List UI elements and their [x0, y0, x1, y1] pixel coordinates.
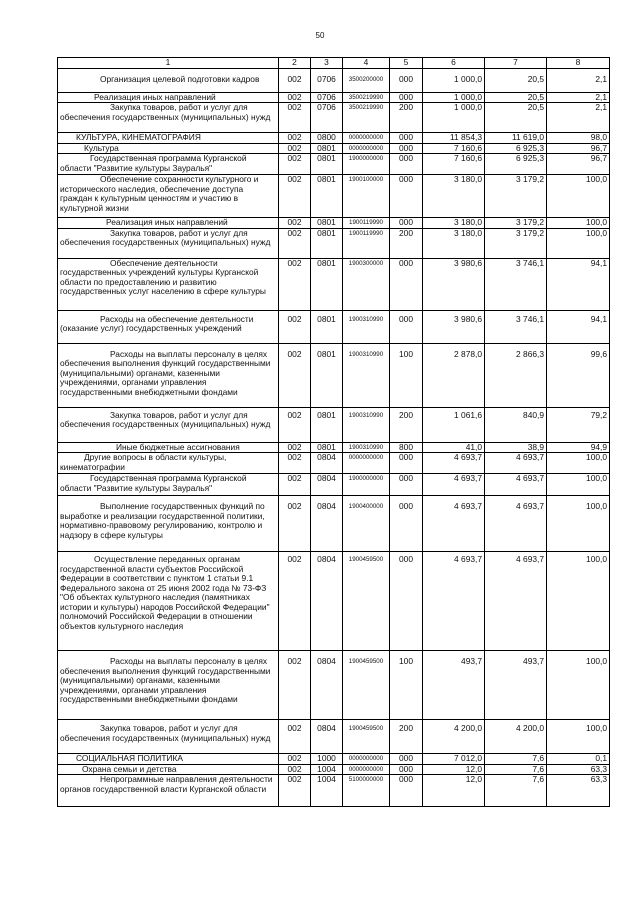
- row-name-cell: Расходы на выплаты персоналу в целях обеспечения выполнения функций государственными (муниципальными) органами, казенными учреждениями, органами управления государственными внебюджетными фондами: [58, 343, 279, 407]
- admin-code-cell: 002: [279, 103, 311, 133]
- plan-amount-cell: 4 693,7: [423, 552, 485, 651]
- table-row: [58, 92, 610, 103]
- row-name-cell: Государственная программа Курганской области "Развитие культуры Зауралья": [58, 154, 279, 175]
- target-article-cell: 1900100000: [343, 175, 390, 218]
- row-name-cell: Закупка товаров, работ и услуг для обеспечения государственных (муниципальных) нужд: [58, 228, 279, 258]
- admin-code-cell: 002: [279, 154, 311, 175]
- section-code-cell: 1004: [311, 775, 343, 807]
- target-article-cell: 1900459500: [343, 651, 390, 720]
- expense-type-cell: 000: [390, 310, 423, 343]
- plan-amount-cell: 1 000,0: [423, 68, 485, 92]
- table-row: [58, 343, 610, 407]
- table-row: [58, 552, 610, 651]
- budget-table: [57, 57, 610, 807]
- plan-amount-cell: 4 693,7: [423, 496, 485, 552]
- percent-cell: 2,1: [547, 103, 610, 133]
- section-code-cell: 0804: [311, 453, 343, 474]
- page-number: 50: [315, 31, 325, 40]
- row-name-cell: Расходы на обеспечение деятельности (оказание услуг) государственных учреждений: [58, 310, 279, 343]
- row-name-cell: Закупка товаров, работ и услуг для обеспечения государственных (муниципальных) нужд: [58, 103, 279, 133]
- admin-code-cell: 002: [279, 407, 311, 442]
- row-name-cell: Обеспечение деятельности государственных учреждений культуры Курганской области по предоставлению и развитию государственных услуг населению в сфере культуры: [58, 258, 279, 310]
- target-article-cell: 1900000000: [343, 474, 390, 496]
- percent-cell: 100,0: [547, 218, 610, 229]
- admin-code-cell: 002: [279, 474, 311, 496]
- section-code-cell: 0801: [311, 228, 343, 258]
- admin-code-cell: 002: [279, 720, 311, 754]
- target-article-cell: 1900310990: [343, 442, 390, 453]
- plan-amount-cell: 3 180,0: [423, 228, 485, 258]
- plan-amount-cell: 493,7: [423, 651, 485, 720]
- plan-amount-cell: 3 980,6: [423, 258, 485, 310]
- percent-cell: 2,1: [547, 92, 610, 103]
- target-article-cell: 1900300000: [343, 258, 390, 310]
- target-article-cell: 1900459500: [343, 552, 390, 651]
- section-code-cell: 0801: [311, 143, 343, 154]
- percent-cell: 94,1: [547, 258, 610, 310]
- admin-code-cell: 002: [279, 133, 311, 144]
- expense-type-cell: 200: [390, 228, 423, 258]
- admin-code-cell: 002: [279, 310, 311, 343]
- fact-amount-cell: 4 693,7: [485, 453, 547, 474]
- fact-amount-cell: 20,5: [485, 92, 547, 103]
- header-cell: 1: [58, 58, 279, 69]
- percent-cell: 100,0: [547, 496, 610, 552]
- row-name-cell: Осуществление переданных органам государственной власти субъектов Российской Федерации в соответствии с пунктом 1 статьи 9.1 Федерального закона от 25 июня 2002 года № 73-ФЗ "Об объектах культурного наследия (памятниках истории и культуры) народов Российской Федерации" полномочий Российской Федерации в отношении объектов культурного наследия: [58, 552, 279, 651]
- fact-amount-cell: 840,9: [485, 407, 547, 442]
- target-article-cell: 3500219990: [343, 103, 390, 133]
- admin-code-cell: 002: [279, 764, 311, 775]
- expense-type-cell: 200: [390, 720, 423, 754]
- section-code-cell: 0804: [311, 474, 343, 496]
- expense-type-cell: 000: [390, 453, 423, 474]
- section-code-cell: 0706: [311, 92, 343, 103]
- row-name-cell: КУЛЬТУРА, КИНЕМАТОГРАФИЯ: [58, 133, 279, 144]
- percent-cell: 94,9: [547, 442, 610, 453]
- plan-amount-cell: 2 878,0: [423, 343, 485, 407]
- admin-code-cell: 002: [279, 258, 311, 310]
- target-article-cell: 0000000000: [343, 133, 390, 144]
- fact-amount-cell: 3 179,2: [485, 218, 547, 229]
- plan-amount-cell: 7 160,6: [423, 154, 485, 175]
- fact-amount-cell: 38,9: [485, 442, 547, 453]
- admin-code-cell: 002: [279, 775, 311, 807]
- table-row: [58, 453, 610, 474]
- table-row: [58, 651, 610, 720]
- table-row: [58, 474, 610, 496]
- percent-cell: 2,1: [547, 68, 610, 92]
- row-name-cell: Выполнение государственных функций по выработке и реализации государственной политики, нормативно-правовому регулированию, контролю и надзору в сфере культуры: [58, 496, 279, 552]
- table-row: [58, 754, 610, 765]
- plan-amount-cell: 7 012,0: [423, 754, 485, 765]
- table-row: [58, 133, 610, 144]
- admin-code-cell: 002: [279, 442, 311, 453]
- percent-cell: 100,0: [547, 474, 610, 496]
- section-code-cell: 0801: [311, 407, 343, 442]
- percent-cell: 100,0: [547, 720, 610, 754]
- plan-amount-cell: 1 000,0: [423, 92, 485, 103]
- table-row: [58, 258, 610, 310]
- plan-amount-cell: 41,0: [423, 442, 485, 453]
- section-code-cell: 1004: [311, 764, 343, 775]
- expense-type-cell: 000: [390, 552, 423, 651]
- section-code-cell: 0801: [311, 258, 343, 310]
- header-cell: 6: [423, 58, 485, 69]
- expense-type-cell: 000: [390, 775, 423, 807]
- section-code-cell: 0801: [311, 154, 343, 175]
- section-code-cell: 0801: [311, 442, 343, 453]
- plan-amount-cell: 3 980,6: [423, 310, 485, 343]
- row-name-cell: Иные бюджетные ассигнования: [58, 442, 279, 453]
- section-code-cell: 0804: [311, 552, 343, 651]
- table-row: [58, 143, 610, 154]
- fact-amount-cell: 493,7: [485, 651, 547, 720]
- percent-cell: 100,0: [547, 453, 610, 474]
- table-row: [58, 154, 610, 175]
- expense-type-cell: 000: [390, 218, 423, 229]
- fact-amount-cell: 4 693,7: [485, 552, 547, 651]
- expense-type-cell: 000: [390, 764, 423, 775]
- admin-code-cell: 002: [279, 143, 311, 154]
- expense-type-cell: 000: [390, 143, 423, 154]
- header-cell: 8: [547, 58, 610, 69]
- row-name-cell: Закупка товаров, работ и услуг для обеспечения государственных (муниципальных) нужд: [58, 407, 279, 442]
- expense-type-cell: 000: [390, 68, 423, 92]
- plan-amount-cell: 4 693,7: [423, 474, 485, 496]
- admin-code-cell: 002: [279, 68, 311, 92]
- percent-cell: 100,0: [547, 651, 610, 720]
- expense-type-cell: 000: [390, 754, 423, 765]
- section-code-cell: 0804: [311, 651, 343, 720]
- row-name-cell: СОЦИАЛЬНАЯ ПОЛИТИКА: [58, 754, 279, 765]
- percent-cell: 100,0: [547, 552, 610, 651]
- table-row: [58, 764, 610, 775]
- percent-cell: 79,2: [547, 407, 610, 442]
- expense-type-cell: 000: [390, 175, 423, 218]
- percent-cell: 99,6: [547, 343, 610, 407]
- table-row: [58, 228, 610, 258]
- plan-amount-cell: 3 180,0: [423, 218, 485, 229]
- fact-amount-cell: 4 693,7: [485, 496, 547, 552]
- row-name-cell: Закупка товаров, работ и услуг для обеспечения государственных (муниципальных) нужд: [58, 720, 279, 754]
- table-row: [58, 68, 610, 92]
- target-article-cell: 0000000000: [343, 143, 390, 154]
- table-row: [58, 720, 610, 754]
- admin-code-cell: 002: [279, 552, 311, 651]
- plan-amount-cell: 12,0: [423, 764, 485, 775]
- target-article-cell: 1900119990: [343, 218, 390, 229]
- percent-cell: 98,0: [547, 133, 610, 144]
- percent-cell: 96,7: [547, 154, 610, 175]
- percent-cell: 94,1: [547, 310, 610, 343]
- admin-code-cell: 002: [279, 228, 311, 258]
- fact-amount-cell: 7,6: [485, 764, 547, 775]
- table-row: [58, 218, 610, 229]
- target-article-cell: 1900459500: [343, 720, 390, 754]
- percent-cell: 100,0: [547, 228, 610, 258]
- target-article-cell: 1900310990: [343, 343, 390, 407]
- admin-code-cell: 002: [279, 218, 311, 229]
- fact-amount-cell: 20,5: [485, 68, 547, 92]
- fact-amount-cell: 4 200,0: [485, 720, 547, 754]
- expense-type-cell: 000: [390, 258, 423, 310]
- fact-amount-cell: 11 619,0: [485, 133, 547, 144]
- plan-amount-cell: 1 000,0: [423, 103, 485, 133]
- row-name-cell: Непрограммные направления деятельности органов государственной власти Курганской области: [58, 775, 279, 807]
- expense-type-cell: 100: [390, 343, 423, 407]
- plan-amount-cell: 11 854,3: [423, 133, 485, 144]
- section-code-cell: 0804: [311, 496, 343, 552]
- target-article-cell: 1900000000: [343, 154, 390, 175]
- table-row: [58, 407, 610, 442]
- target-article-cell: 1900310990: [343, 407, 390, 442]
- fact-amount-cell: 3 746,1: [485, 310, 547, 343]
- fact-amount-cell: 7,6: [485, 775, 547, 807]
- section-code-cell: 1000: [311, 754, 343, 765]
- expense-type-cell: 800: [390, 442, 423, 453]
- fact-amount-cell: 3 746,1: [485, 258, 547, 310]
- table-row: [58, 310, 610, 343]
- row-name-cell: Обеспечение сохранности культурного и исторического наследия, обеспечение доступа граждан к культурным ценностям и участию в культурной жизни: [58, 175, 279, 218]
- target-article-cell: 0000000000: [343, 764, 390, 775]
- fact-amount-cell: 3 179,2: [485, 228, 547, 258]
- admin-code-cell: 002: [279, 343, 311, 407]
- section-code-cell: 0801: [311, 175, 343, 218]
- section-code-cell: 0801: [311, 343, 343, 407]
- table-row: [58, 442, 610, 453]
- header-cell: 7: [485, 58, 547, 69]
- plan-amount-cell: 3 180,0: [423, 175, 485, 218]
- expense-type-cell: 000: [390, 474, 423, 496]
- row-name-cell: Культура: [58, 143, 279, 154]
- row-name-cell: Государственная программа Курганской области "Развитие культуры Зауралья": [58, 474, 279, 496]
- fact-amount-cell: 6 925,3: [485, 143, 547, 154]
- section-code-cell: 0706: [311, 103, 343, 133]
- table-row: [58, 496, 610, 552]
- fact-amount-cell: 4 693,7: [485, 474, 547, 496]
- plan-amount-cell: 4 200,0: [423, 720, 485, 754]
- header-cell: 3: [311, 58, 343, 69]
- percent-cell: 96,7: [547, 143, 610, 154]
- expense-type-cell: 100: [390, 651, 423, 720]
- target-article-cell: 1900310990: [343, 310, 390, 343]
- row-name-cell: Реализация иных направлений: [58, 218, 279, 229]
- admin-code-cell: 002: [279, 651, 311, 720]
- row-name-cell: Другие вопросы в области культуры, кинематографии: [58, 453, 279, 474]
- admin-code-cell: 002: [279, 92, 311, 103]
- header-cell: 2: [279, 58, 311, 69]
- percent-cell: 0,1: [547, 754, 610, 765]
- table-header-row: [58, 58, 610, 69]
- target-article-cell: 1900119990: [343, 228, 390, 258]
- target-article-cell: 1900400000: [343, 496, 390, 552]
- section-code-cell: 0800: [311, 133, 343, 144]
- admin-code-cell: 002: [279, 496, 311, 552]
- section-code-cell: 0801: [311, 218, 343, 229]
- percent-cell: 63,3: [547, 775, 610, 807]
- fact-amount-cell: 3 179,2: [485, 175, 547, 218]
- table-row: [58, 775, 610, 807]
- table-row: [58, 103, 610, 133]
- admin-code-cell: 002: [279, 754, 311, 765]
- target-article-cell: 0000000000: [343, 754, 390, 765]
- admin-code-cell: 002: [279, 175, 311, 218]
- target-article-cell: 0000000000: [343, 453, 390, 474]
- section-code-cell: 0804: [311, 720, 343, 754]
- plan-amount-cell: 1 061,6: [423, 407, 485, 442]
- header-cell: 4: [343, 58, 390, 69]
- admin-code-cell: 002: [279, 453, 311, 474]
- expense-type-cell: 200: [390, 103, 423, 133]
- section-code-cell: 0801: [311, 310, 343, 343]
- table-row: [58, 175, 610, 218]
- row-name-cell: Охрана семьи и детства: [58, 764, 279, 775]
- percent-cell: 63,3: [547, 764, 610, 775]
- row-name-cell: Реализация иных направлений: [58, 92, 279, 103]
- expense-type-cell: 200: [390, 407, 423, 442]
- row-name-cell: Организация целевой подготовки кадров: [58, 68, 279, 92]
- fact-amount-cell: 7,6: [485, 754, 547, 765]
- percent-cell: 100,0: [547, 175, 610, 218]
- expense-type-cell: 000: [390, 92, 423, 103]
- target-article-cell: 3500200000: [343, 68, 390, 92]
- target-article-cell: 3500219990: [343, 92, 390, 103]
- row-name-cell: Расходы на выплаты персоналу в целях обеспечения выполнения функций государственными (муниципальными) органами, казенными учреждениями, органами управления государственными внебюджетными фондами: [58, 651, 279, 720]
- plan-amount-cell: 12,0: [423, 775, 485, 807]
- plan-amount-cell: 4 693,7: [423, 453, 485, 474]
- header-cell: 5: [390, 58, 423, 69]
- plan-amount-cell: 7 160,6: [423, 143, 485, 154]
- fact-amount-cell: 2 866,3: [485, 343, 547, 407]
- fact-amount-cell: 6 925,3: [485, 154, 547, 175]
- expense-type-cell: 000: [390, 496, 423, 552]
- target-article-cell: 5100000000: [343, 775, 390, 807]
- section-code-cell: 0706: [311, 68, 343, 92]
- fact-amount-cell: 20,5: [485, 103, 547, 133]
- expense-type-cell: 000: [390, 154, 423, 175]
- expense-type-cell: 000: [390, 133, 423, 144]
